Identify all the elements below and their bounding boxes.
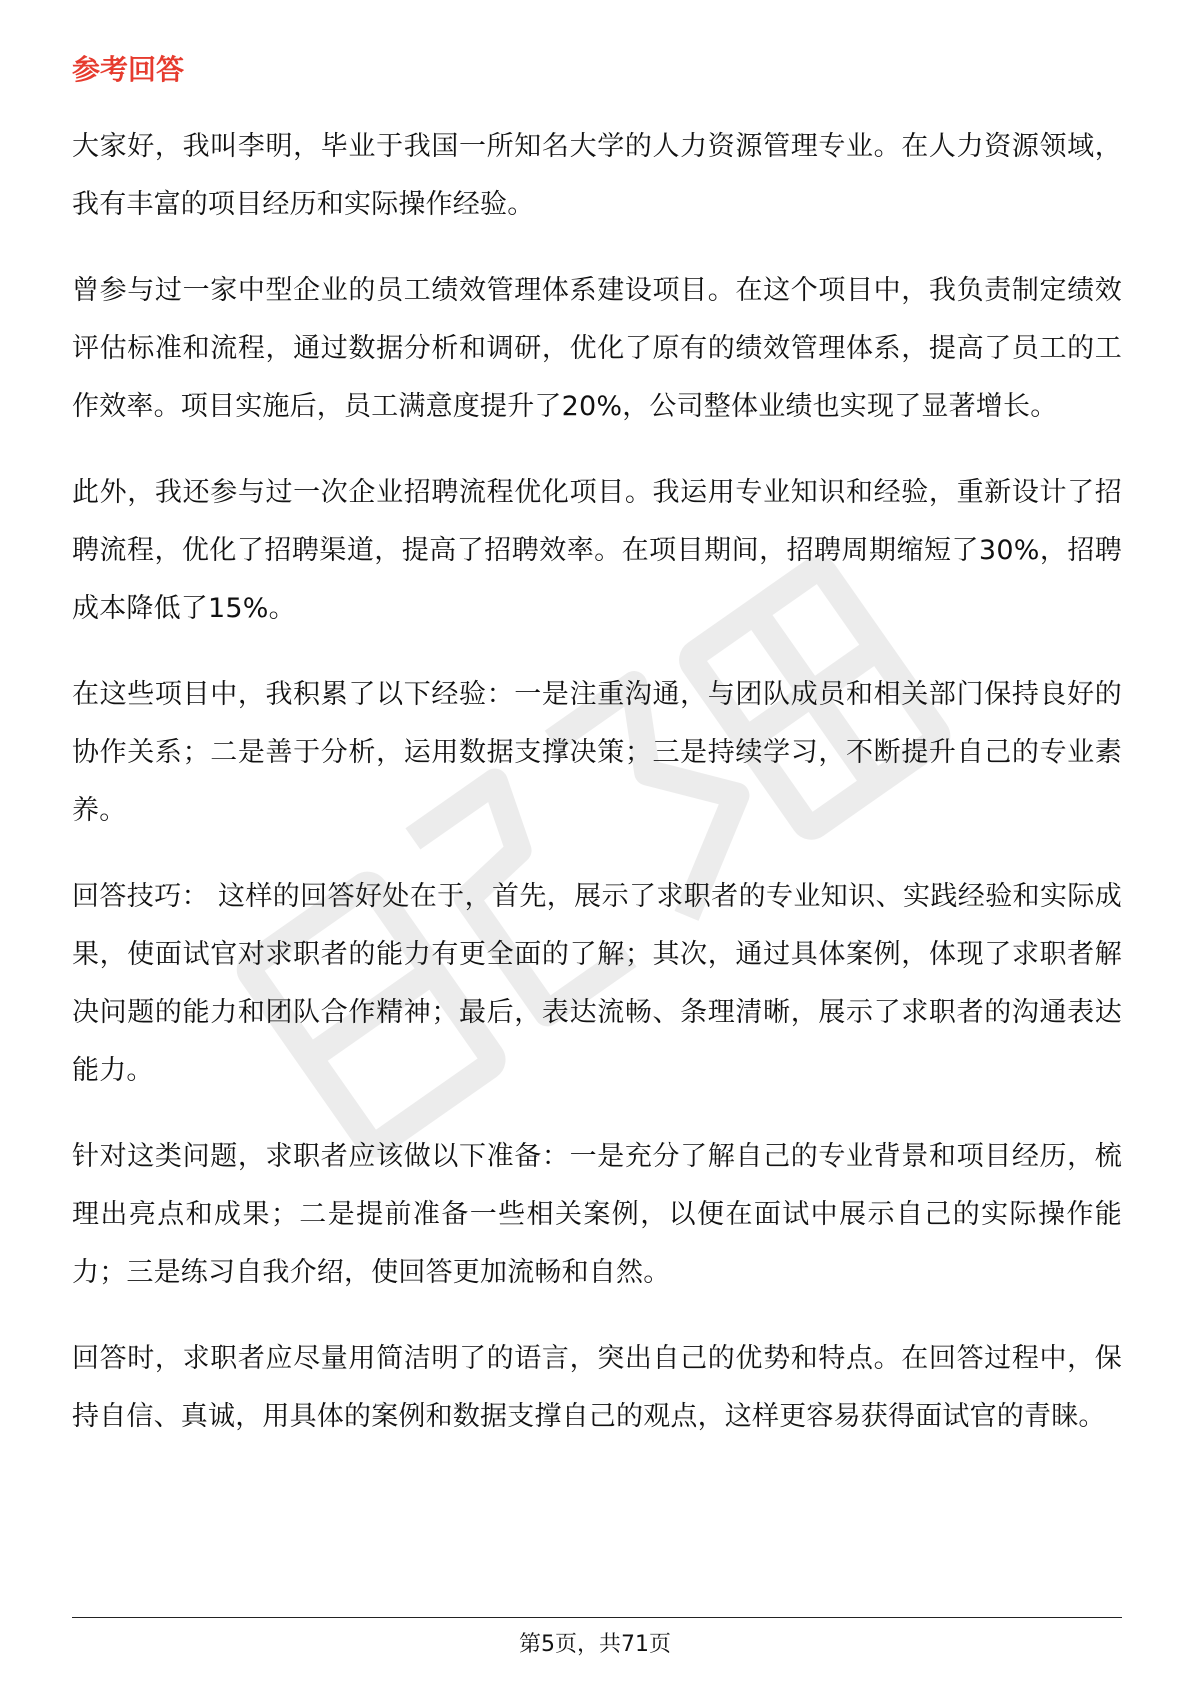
footer-divider xyxy=(72,1617,1122,1618)
paragraph-recruitment-project: 此外，我还参与过一次企业招聘流程优化项目。我运用专业知识和经验，重新设计了招聘流程，优化了招聘渠道，提高了招聘效率。在项目期间，招聘周期缩短了30%，招聘成本降低了15%。 xyxy=(72,477,1122,624)
section-heading: 参考回答 xyxy=(72,53,185,86)
paragraph-preparation: 针对这类问题，求职者应该做以下准备：一是充分了解自己的专业背景和项目经历，梳理出亮点和成果；二是提前准备一些相关案例，以便在面试中展示自己的实际操作能力；三是练习自我介绍，使回答更加流畅和自然。 xyxy=(72,1141,1122,1288)
answer-body xyxy=(72,118,1122,1474)
page-number: 第5页，共71页 xyxy=(519,1632,671,1657)
paragraph-experience-summary: 在这些项目中，我积累了以下经验：一是注重沟通，与团队成员和相关部门保持良好的协作关系；二是善于分析，运用数据支撑决策；三是持续学习，不断提升自己的专业素养。 xyxy=(72,679,1122,826)
paragraph-answer-tips: 回答技巧： 这样的回答好处在于，首先，展示了求职者的专业知识、实践经验和实际成果，使面试官对求职者的能力有更全面的了解；其次，通过具体案例，体现了求职者解决问题的能力和团队合作精神；最后，表达流畅、条理清晰，展示了求职者的沟通表达能力。 xyxy=(72,881,1122,1086)
paragraph-introduction: 大家好，我叫李明，毕业于我国一所知名大学的人力资源管理专业。在人力资源领域，我有丰富的项目经历和实际操作经验。 xyxy=(72,131,1122,220)
paragraph-answering-advice: 回答时，求职者应尽量用简洁明了的语言，突出自己的优势和特点。在回答过程中，保持自信、真诚，用具体的案例和数据支撑自己的观点，这样更容易获得面试官的青睐。 xyxy=(72,1343,1122,1432)
paragraph-performance-project: 曾参与过一家中型企业的员工绩效管理体系建设项目。在这个项目中，我负责制定绩效评估标准和流程，通过数据分析和调研，优化了原有的绩效管理体系，提高了员工的工作效率。项目实施后，员工满意度提升了20%，公司整体业绩也实现了显著增长。 xyxy=(72,275,1122,422)
